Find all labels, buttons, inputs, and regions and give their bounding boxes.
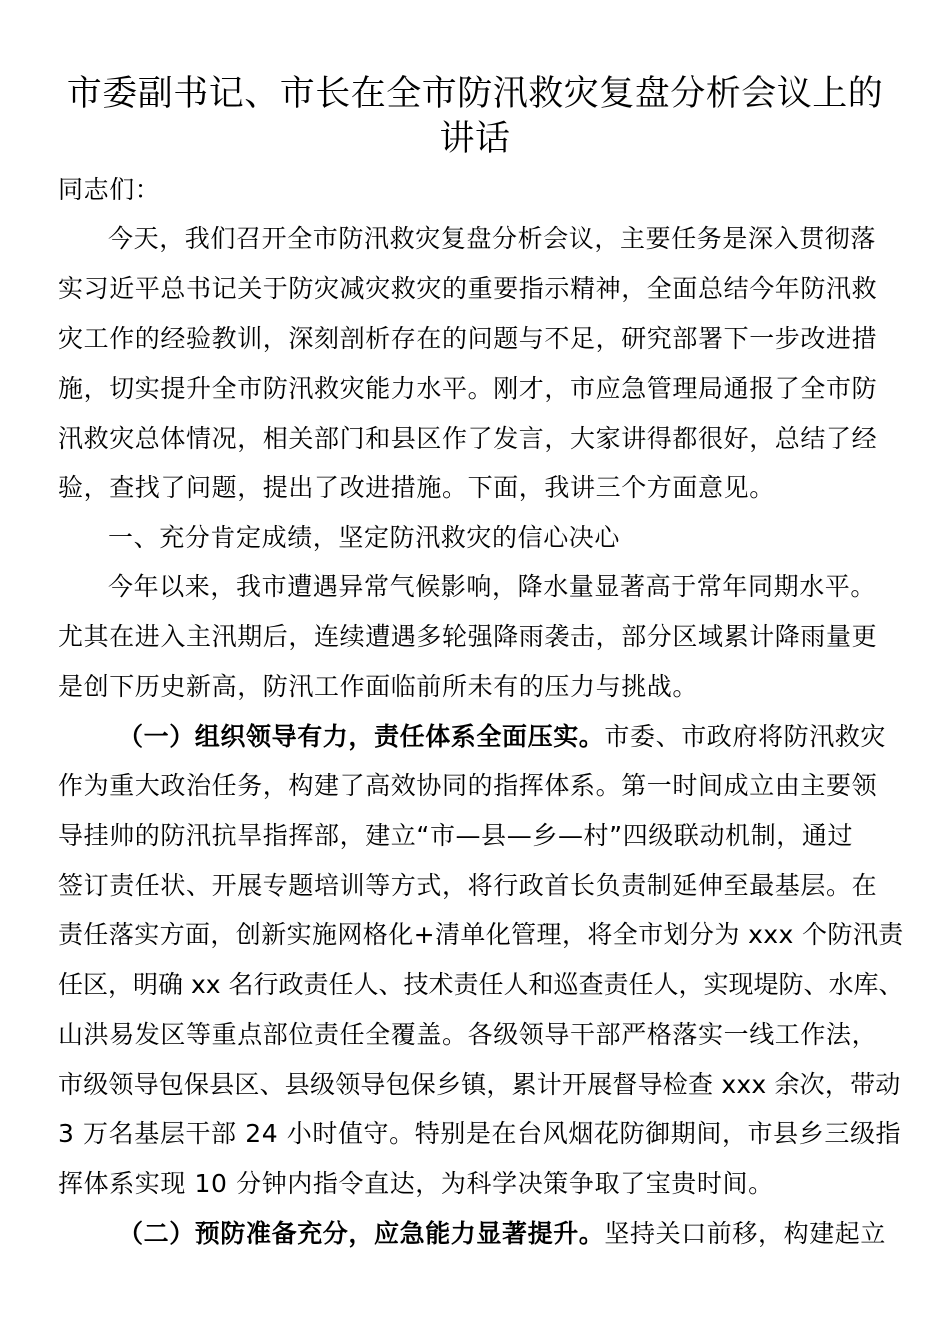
point-1-first-line [118, 720, 886, 754]
point-1-line: 挥体系实现 10 分钟内指令直达，为科学决策争取了宝贵时间。 [58, 1169, 774, 1198]
document-title-line-2: 讲话 [439, 119, 511, 159]
point-1-heading: （一）组织领导有力，责任体系全面压实。 [118, 722, 605, 751]
intro-line: 施，切实提升全市防汛救灾能力水平。刚才，市应急管理局通报了全市防 [58, 374, 878, 403]
intro-line: 验，查找了问题，提出了改进措施。下面，我讲三个方面意见。 [58, 473, 775, 502]
point-2-heading: （二）预防准备充分，应急能力显著提升。 [118, 1219, 605, 1248]
section-intro-line: 尤其在进入主汛期后，连续遭遇多轮强降雨袭击，部分区域累计降雨量更 [58, 622, 878, 651]
point-1-line: 签订责任状、开展专题培训等方式，将行政首长负责制延伸至最基层。在 [58, 871, 878, 900]
salutation: 同志们： [58, 175, 161, 204]
point-2-text: 坚持关口前移，构建起立 [604, 1219, 887, 1248]
point-1-line: 导挂帅的防汛抗旱指挥部，建立“市—县—乡—村”四级联动机制，通过 [58, 821, 854, 850]
section-intro-line: 是创下历史新高，防汛工作面临前所未有的压力与挑战。 [58, 672, 699, 701]
section-intro-line: 今年以来，我市遭遇异常气候影响，降水量显著高于常年同期水平。 [108, 572, 877, 601]
intro-line: 汛救灾总体情况，相关部门和县区作了发言，大家讲得都很好，总结了经 [58, 424, 878, 453]
point-1-line: 任区，明确 xx 名行政责任人、技术责任人和巡查责任人，实现堤防、水库、 [58, 970, 904, 999]
point-1-line: 责任落实方面，创新实施网格化+清单化管理，将全市划分为 xxx 个防汛责 [58, 920, 904, 949]
point-1-line: 市级领导包保县区、县级领导包保乡镇，累计开展督导检查 xxx 余次，带动 [58, 1070, 901, 1099]
section-heading: 一、充分肯定成绩，坚定防汛救灾的信心决心 [108, 523, 621, 552]
intro-line: 今天，我们召开全市防汛救灾复盘分析会议，主要任务是深入贯彻落 [108, 224, 877, 253]
point-1-line: 3 万名基层干部 24 小时值守。特别是在台风烟花防御期间，市县乡三级指 [58, 1119, 902, 1148]
point-1-line: 山洪易发区等重点部位责任全覆盖。各级领导干部严格落实一线工作法， [58, 1020, 878, 1049]
document-title-line-1: 市委副书记、市长在全市防汛救灾复盘分析会议上的 [66, 74, 884, 114]
point-1-text: 市委、市政府将防汛救灾 [604, 722, 887, 751]
point-2-first-line [118, 1217, 886, 1251]
point-1-line: 作为重大政治任务，构建了高效协同的指挥体系。第一时间成立由主要领 [58, 771, 878, 800]
intro-line: 灾工作的经验教训，深刻剖析存在的问题与不足，研究部署下一步改进措 [58, 324, 878, 353]
intro-line: 实习近平总书记关于防灾减灾救灾的重要指示精神，全面总结今年防汛救 [58, 274, 878, 303]
